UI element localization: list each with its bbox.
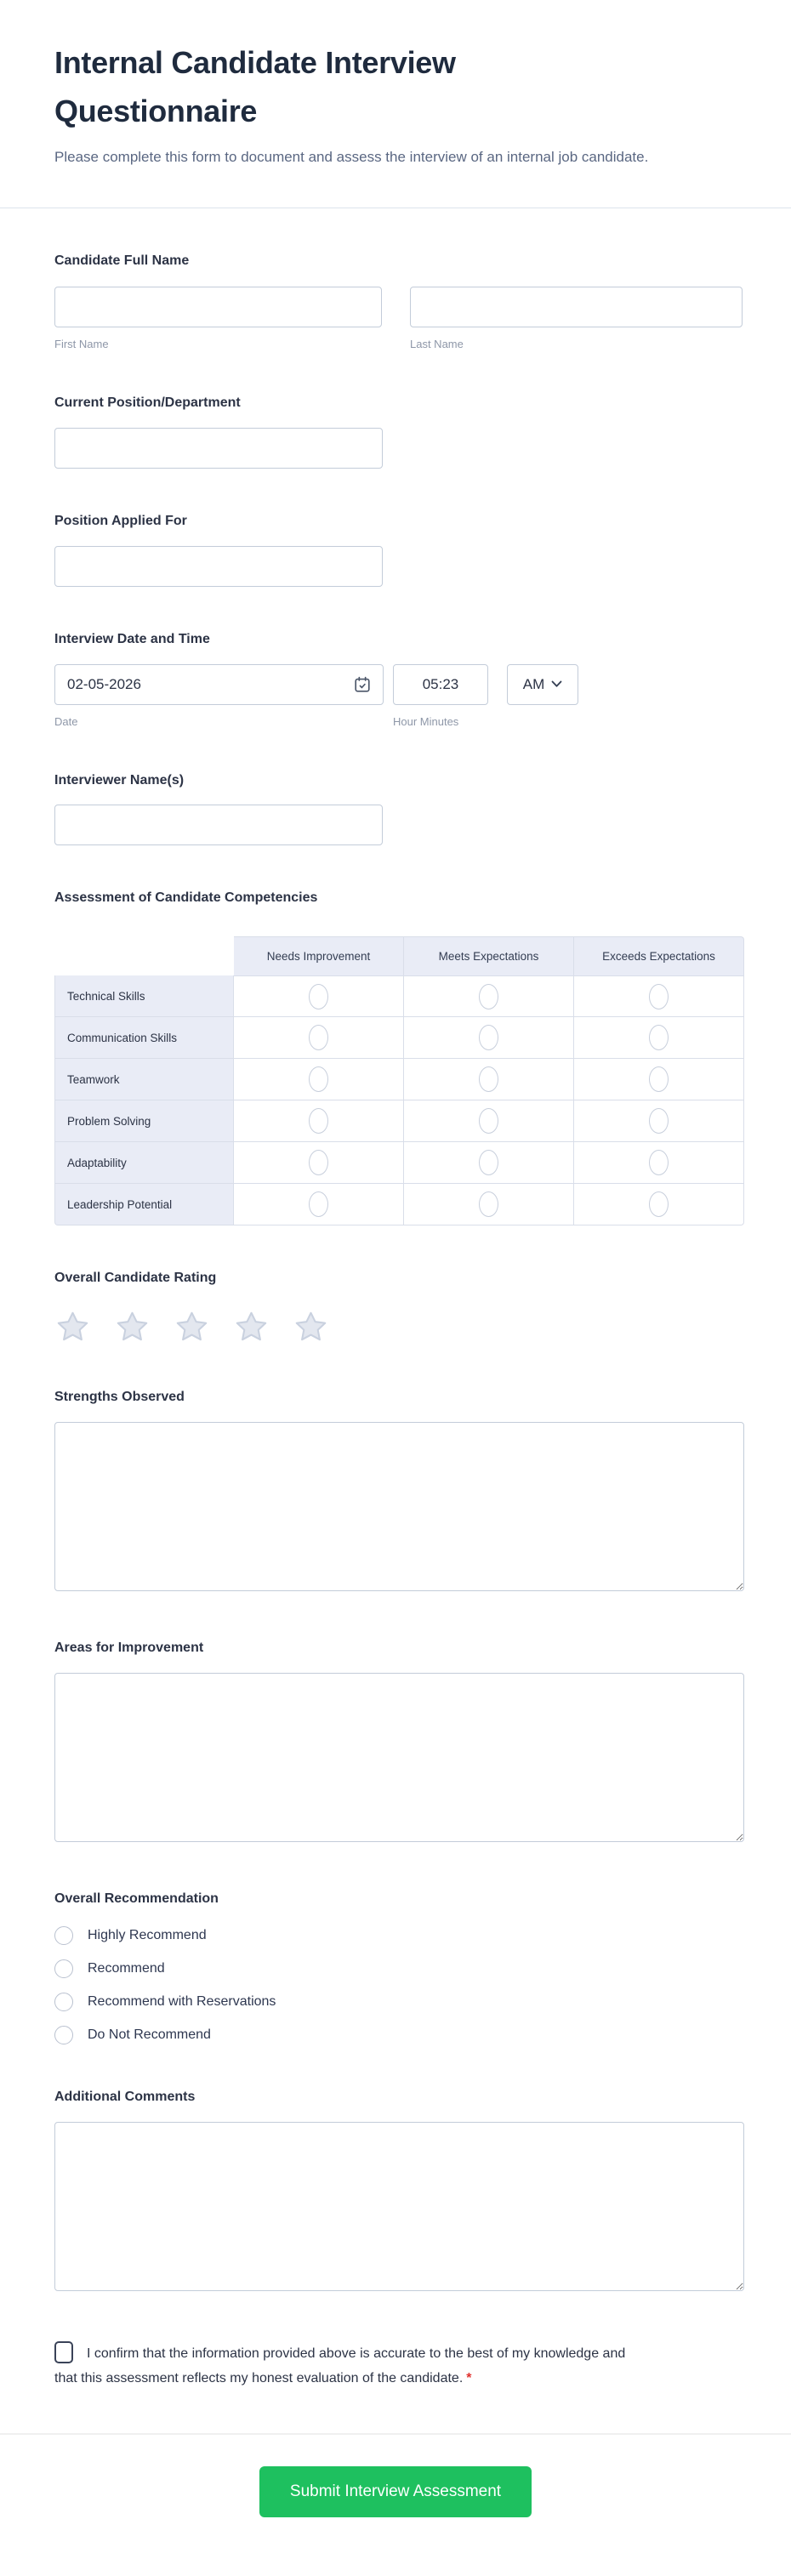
matrix-row-label: Leadership Potential — [54, 1184, 234, 1225]
matrix-radio[interactable] — [309, 1066, 328, 1092]
radio-option-label: Recommend — [88, 1961, 165, 1976]
field-additional-comments — [54, 2089, 744, 2295]
matrix-radio[interactable] — [309, 1191, 328, 1217]
position-applied-label: Position Applied For — [54, 513, 187, 528]
last-name-input[interactable] — [410, 287, 743, 327]
matrix-row-label: Technical Skills — [54, 975, 234, 1017]
matrix-radio[interactable] — [479, 1066, 498, 1092]
areas-improvement-label: Areas for Improvement — [54, 1640, 204, 1655]
confirmation-row[interactable] — [54, 2346, 625, 2386]
matrix-row-communication-skills — [54, 1017, 744, 1059]
matrix-row-technical-skills — [54, 975, 744, 1017]
matrix-row-adaptability — [54, 1142, 744, 1184]
candidate-name-label: Candidate Full Name — [54, 253, 190, 269]
position-applied-input[interactable] — [54, 546, 383, 587]
matrix-radio[interactable] — [309, 1150, 328, 1175]
radio-circle-icon[interactable] — [54, 1993, 73, 2011]
current-position-input[interactable] — [54, 428, 383, 469]
confirmation-text: I confirm that the information provided above is accurate to the best of my knowledge and that this assessment reflects my honest evaluation of the candidate. — [54, 2346, 626, 2386]
field-interviewer-name — [54, 772, 744, 846]
interviewer-name-label: Interviewer Name(s) — [54, 772, 185, 788]
interviewer-name-input[interactable] — [54, 805, 383, 845]
matrix-radio[interactable] — [649, 1025, 669, 1050]
field-confirmation — [54, 2341, 641, 2391]
calendar-check-icon[interactable] — [353, 675, 372, 694]
matrix-row-problem-solving — [54, 1100, 744, 1142]
matrix-radio[interactable] — [649, 1108, 669, 1134]
ampm-value: AM — [522, 675, 545, 692]
matrix-radio[interactable] — [479, 1108, 498, 1134]
matrix-row-label: Adaptability — [54, 1142, 234, 1184]
matrix-radio[interactable] — [309, 1025, 328, 1050]
star-icon[interactable] — [293, 1310, 329, 1345]
matrix-col-meets-expectations: Meets Expectations — [404, 936, 574, 975]
matrix-radio[interactable] — [479, 1191, 498, 1217]
overall-rating-label: Overall Candidate Rating — [54, 1271, 217, 1286]
radio-option-label: Do Not Recommend — [88, 2027, 211, 2043]
matrix-radio[interactable] — [649, 1066, 669, 1092]
radio-option-label: Recommend with Reservations — [88, 1994, 276, 2010]
matrix-corner-cell — [54, 936, 234, 975]
first-name-input[interactable] — [54, 287, 382, 327]
additional-comments-textarea[interactable] — [54, 2122, 744, 2291]
date-input[interactable] — [54, 664, 384, 705]
radio-option-recommend[interactable] — [54, 1959, 744, 1978]
strengths-label: Strengths Observed — [54, 1389, 185, 1404]
matrix-radio[interactable] — [479, 1025, 498, 1050]
radio-circle-icon[interactable] — [54, 1926, 73, 1945]
required-asterisk: * — [466, 2371, 472, 2386]
page-title: Internal Candidate Interview Questionnaire — [54, 45, 456, 128]
interview-datetime-label: Interview Date and Time — [54, 631, 210, 646]
assessment-label: Assessment of Candidate Competencies — [54, 890, 318, 906]
assessment-table — [54, 936, 744, 1225]
radio-option-recommend-with-reservations[interactable] — [54, 1993, 744, 2011]
star-icon[interactable] — [114, 1310, 151, 1345]
matrix-col-exceeds-expectations: Exceeds Expectations — [574, 936, 744, 975]
radio-circle-icon[interactable] — [54, 2026, 73, 2044]
recommendation-options — [54, 1926, 744, 2044]
matrix-header-row — [54, 936, 744, 975]
star-icon[interactable] — [174, 1310, 210, 1345]
field-candidate-name — [54, 253, 744, 350]
matrix-radio[interactable] — [649, 984, 669, 1009]
confirmation-checkbox[interactable] — [54, 2341, 73, 2363]
matrix-row-label: Problem Solving — [54, 1100, 234, 1142]
time-input[interactable] — [393, 664, 488, 705]
field-recommendation — [54, 1891, 744, 2045]
matrix-row-label: Teamwork — [54, 1059, 234, 1100]
star-icon[interactable] — [54, 1310, 91, 1345]
form-body — [0, 253, 791, 2391]
field-areas-improvement — [54, 1640, 744, 1846]
radio-option-do-not-recommend[interactable] — [54, 2026, 744, 2044]
matrix-row-teamwork — [54, 1059, 744, 1100]
date-sublabel: Date — [54, 714, 78, 728]
field-strengths — [54, 1389, 744, 1595]
form-header — [0, 0, 791, 170]
field-interview-datetime — [54, 631, 744, 728]
radio-option-highly-recommend[interactable] — [54, 1926, 744, 1945]
field-assessment-matrix — [54, 890, 744, 1225]
matrix-radio[interactable] — [309, 984, 328, 1009]
areas-improvement-textarea[interactable] — [54, 1673, 744, 1842]
submit-button[interactable]: Submit Interview Assessment — [259, 2466, 532, 2517]
current-position-label: Current Position/Department — [54, 395, 241, 411]
form-description: Please complete this form to document and assess the interview of an internal job candidate. — [54, 148, 649, 165]
chevron-down-icon — [551, 680, 562, 688]
matrix-radio[interactable] — [649, 1150, 669, 1175]
matrix-radio[interactable] — [649, 1191, 669, 1217]
submit-row — [0, 2435, 791, 2565]
field-current-position — [54, 395, 744, 469]
radio-option-label: Highly Recommend — [88, 1928, 207, 1943]
matrix-radio[interactable] — [309, 1108, 328, 1134]
star-rating — [54, 1310, 744, 1345]
matrix-radio[interactable] — [479, 984, 498, 1009]
additional-comments-label: Additional Comments — [54, 2090, 196, 2105]
ampm-dropdown[interactable] — [507, 664, 578, 705]
matrix-radio[interactable] — [479, 1150, 498, 1175]
matrix-row-leadership-potential — [54, 1184, 744, 1225]
radio-circle-icon[interactable] — [54, 1959, 73, 1978]
strengths-textarea[interactable] — [54, 1422, 744, 1591]
recommendation-label: Overall Recommendation — [54, 1891, 219, 1906]
last-name-sublabel: Last Name — [410, 338, 464, 351]
first-name-sublabel: First Name — [54, 338, 109, 351]
field-overall-rating — [54, 1270, 744, 1345]
matrix-row-label: Communication Skills — [54, 1017, 234, 1059]
matrix-col-needs-improvement: Needs Improvement — [234, 936, 404, 975]
star-icon[interactable] — [233, 1310, 270, 1345]
field-position-applied — [54, 513, 744, 587]
time-sublabel: Hour Minutes — [393, 714, 459, 728]
